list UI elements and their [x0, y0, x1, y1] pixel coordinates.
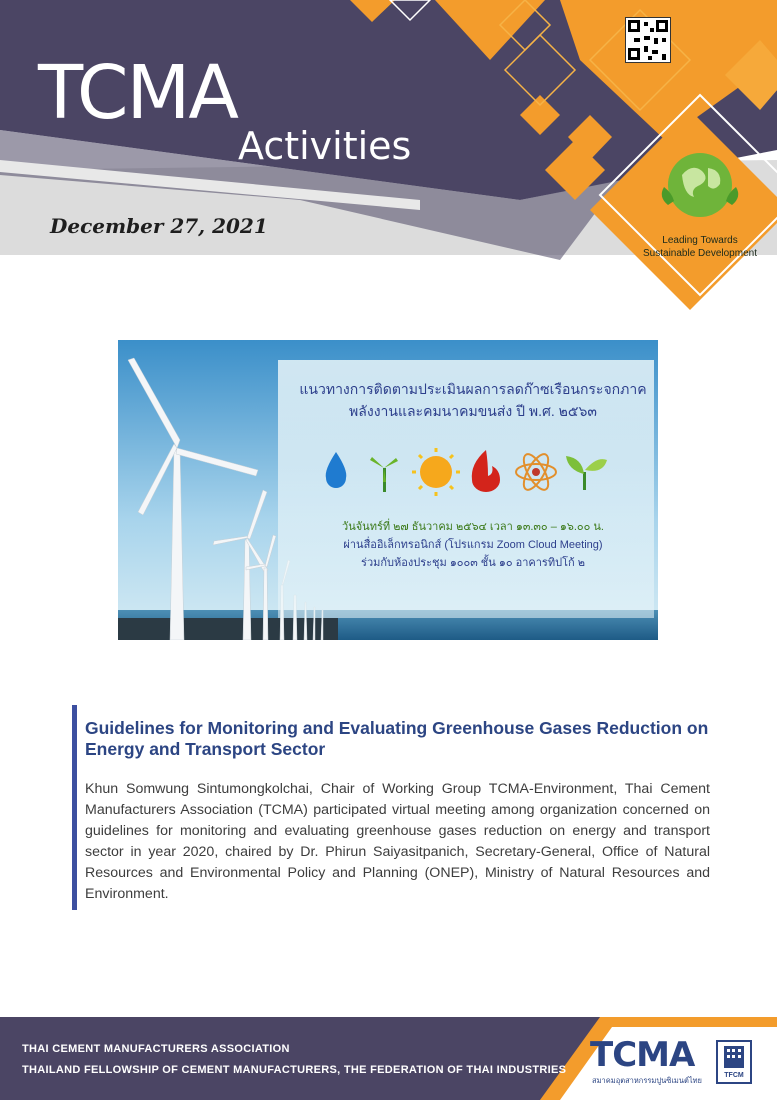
article-body: Khun Somwung Sintumongkolchai, Chair of Working Group TCMA-Environment, Thai Cement Manufacturers Association (TCMA) participated virtual meeting among organization concerned on guidelines for monitoring and evaluating greenhouse gases reduction on energy and transport sector in year 2020, chaired by Dr. Phirun Saiyasitpanich, Secretary-General, Office of Natural Resources and Environmental Policy and Planning (ONEP), Ministry of Natural Resources and Environment.: [85, 781, 710, 902]
publication-date: December 27, 2021: [50, 214, 268, 238]
banner-detail-online: ผ่านสื่ออิเล็กทรอนิกส์ (โปรแกรม Zoom Cloud Meeting): [343, 539, 603, 551]
footer-association-name: THAI CEMENT MANUFACTURERS ASSOCIATION: [22, 1043, 290, 1055]
banner-heading-line1: แนวทางการติดตามประเมินผลการลดก๊าซเรือนกระจกภาค: [299, 381, 647, 397]
tcma-logo-thai: สมาคมอุตสาหกรรมปูนซิเมนต์ไทย: [592, 1076, 702, 1085]
event-banner: [118, 340, 658, 640]
tagline-line2: Sustainable Development: [643, 248, 757, 259]
footer-federation-name: THAILAND FELLOWSHIP OF CEMENT MANUFACTURERS, THE FEDERATION OF THAI INDUSTRIES: [22, 1064, 567, 1076]
tagline-line1: Leading Towards: [662, 235, 738, 246]
banner-details: [278, 518, 668, 572]
qr-code-icon: [625, 17, 671, 63]
banner-detail-room: ร่วมกับห้องประชุม ๑๐๐๓ ชั้น ๑๐ อาคารทิปโก้ ๒: [361, 557, 585, 569]
tfcm-label: TFCM: [724, 1072, 744, 1079]
tcma-logo: TCMA: [590, 1035, 695, 1075]
building-icon: [718, 1042, 750, 1070]
article-accent-bar: [72, 705, 77, 910]
banner-heading-line2: พลังงานและคมนาคมขนส่ง ปี พ.ศ. ๒๕๖๓: [349, 403, 597, 419]
article-headline: Guidelines for Monitoring and Evaluating Greenhouse Gases Reduction on Energy and Transport Sector: [85, 718, 709, 759]
header-title: TCMA: [38, 50, 238, 136]
tagline: [630, 234, 770, 260]
header-subtitle: Activities: [238, 124, 412, 168]
tfcm-badge: [716, 1040, 752, 1084]
banner-detail-date: วันจันทร์ที่ ๒๗ ธันวาคม ๒๕๖๔ เวลา ๑๓.๓๐ – ๑๖.๐๐ น.: [342, 521, 604, 533]
banner-heading: [278, 378, 668, 422]
